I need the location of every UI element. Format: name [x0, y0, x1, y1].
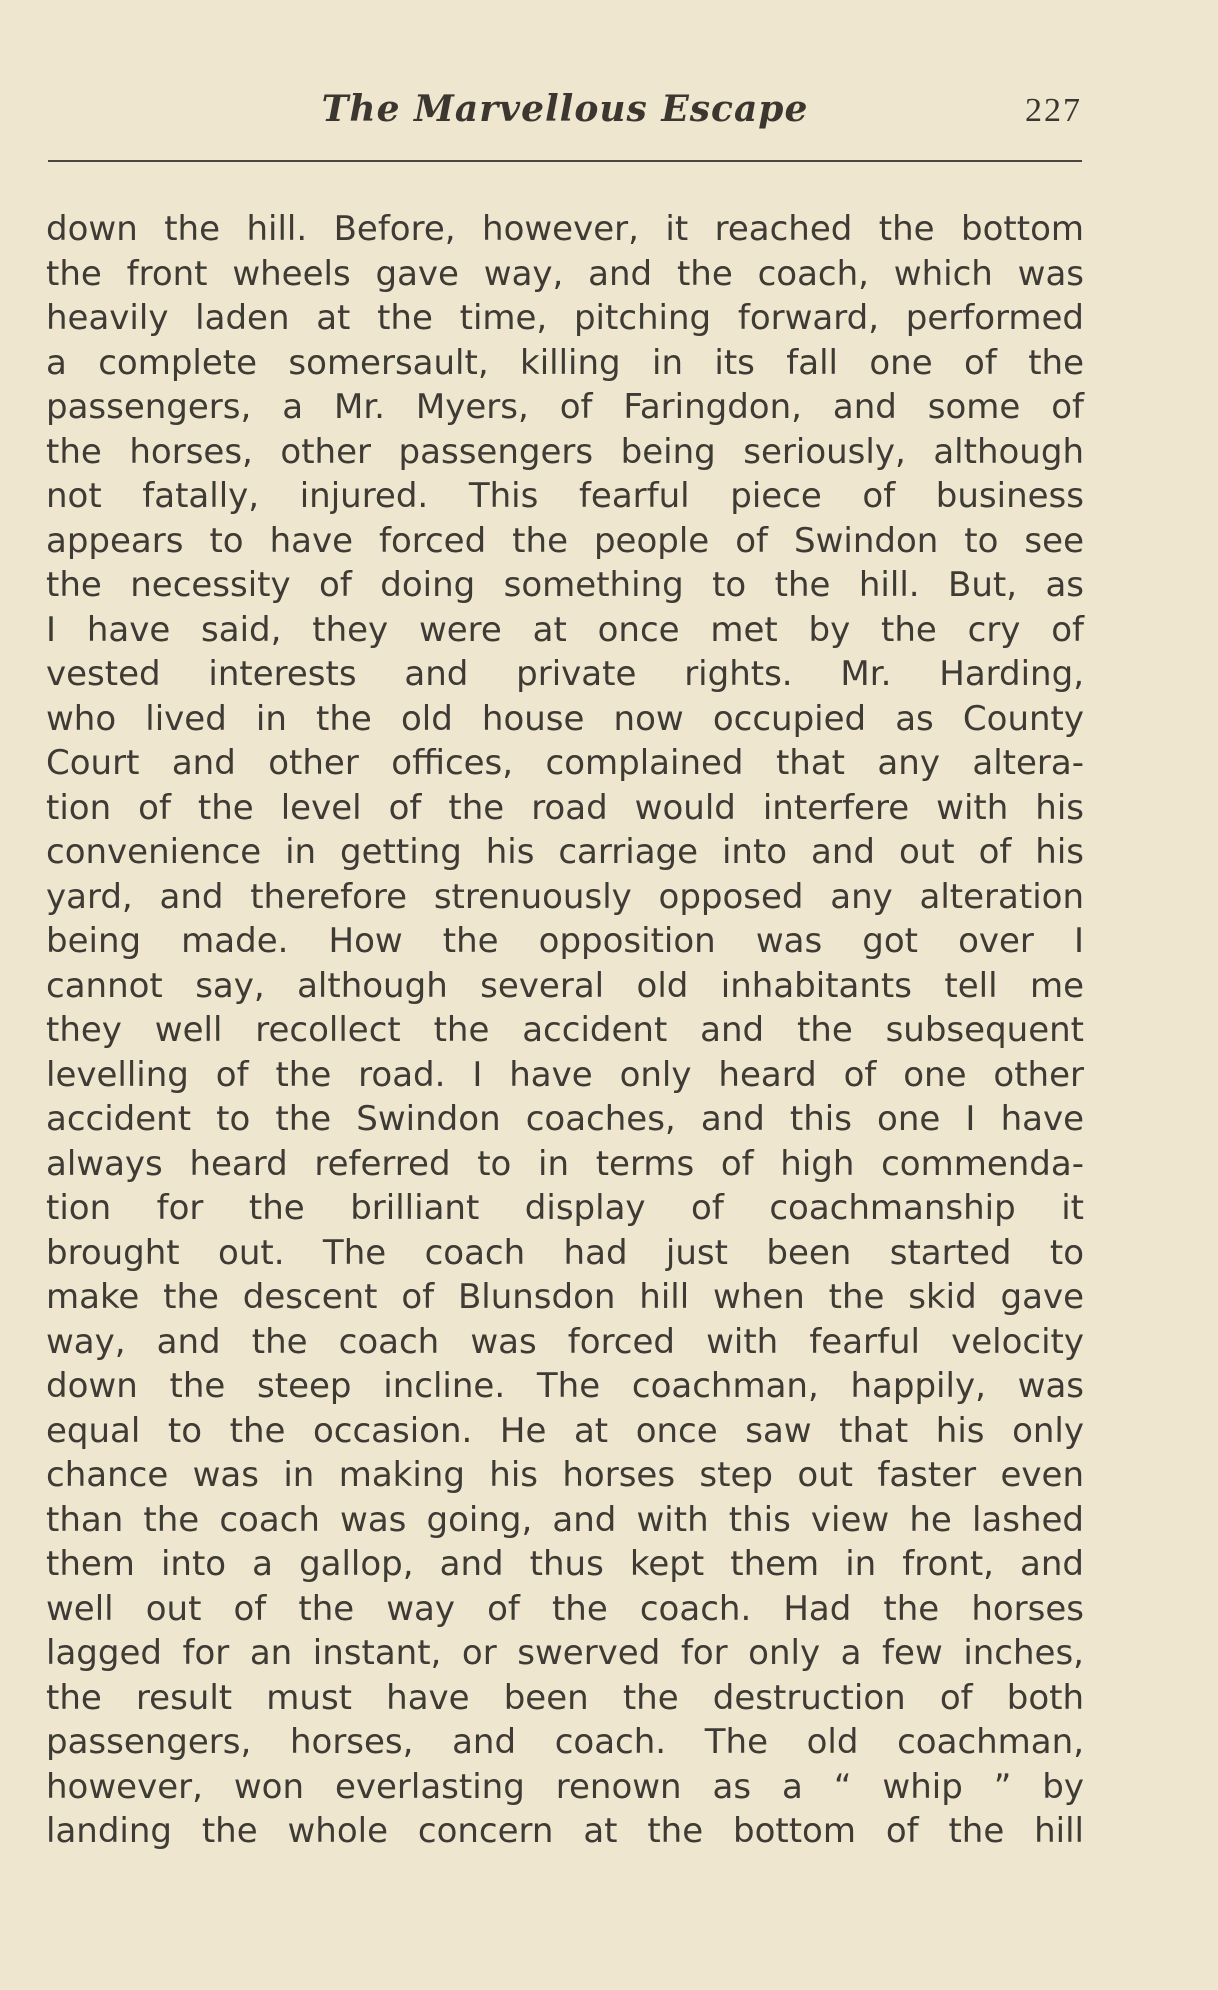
running-title: The Marvellous Escape: [321, 88, 809, 130]
text-line: well out of the way of the coach. Had the horses: [46, 1588, 1084, 1629]
text-line: they well recollect the accident and the subsequent: [46, 1010, 1084, 1050]
text-line: passengers, a Mr. Myers, of Faringdon, and some of: [46, 387, 1084, 427]
text-line: the result must have been the destruction of both: [46, 1677, 1084, 1718]
text-line: vested interests and private rights. Mr. Harding,: [46, 654, 1084, 694]
text-line: passengers, horses, and coach. The old coachman,: [46, 1722, 1084, 1762]
text-line: tion for the brilliant display of coachmanship it: [46, 1188, 1084, 1228]
text-line: make the descent of Blunsdon hill when the skid gave: [46, 1277, 1084, 1317]
text-line: brought out. The coach had just been started to: [46, 1232, 1084, 1273]
text-line: Court and other offices, complained that any altera-: [46, 743, 1084, 783]
text-line: the front wheels gave way, and the coach, which was: [46, 253, 1084, 294]
text-line: down the steep incline. The coachman, happily, was: [46, 1366, 1084, 1406]
text-line: however, won everlasting renown as a “ whip ” by: [46, 1766, 1084, 1807]
text-line: a complete somersault, killing in its fall one of the: [46, 342, 1084, 383]
body-text: [46, 207, 1084, 1854]
text-line: I have said, they were at once met by the cry of: [46, 609, 1084, 650]
text-line: always heard referred to in terms of high commenda-: [46, 1143, 1084, 1184]
running-header: [46, 88, 1084, 144]
text-line: equal to the occasion. He at once saw that his only: [46, 1410, 1084, 1451]
text-line: chance was in making his horses step out faster even: [46, 1455, 1084, 1495]
text-line: the necessity of doing something to the hill. But, as: [46, 565, 1084, 605]
header-rule: [48, 160, 1082, 162]
text-line: landing the whole concern at the bottom of the hill: [46, 1811, 1084, 1851]
text-line: tion of the level of the road would interfere with his: [46, 787, 1084, 828]
text-line: levelling of the road. I have only heard of one other: [46, 1054, 1084, 1095]
text-line: the horses, other passengers being seriously, although: [46, 431, 1084, 472]
text-line: who lived in the old house now occupied as County: [46, 698, 1084, 739]
text-line: being made. How the opposition was got over I: [46, 921, 1084, 961]
page-number: 227: [1025, 92, 1082, 129]
text-line: appears to have forced the people of Swindon to see: [46, 520, 1084, 561]
text-line: cannot say, although several old inhabitants tell me: [46, 965, 1084, 1006]
text-line: heavily laden at the time, pitching forward, performed: [46, 298, 1084, 338]
text-line: convenience in getting his carriage into and out of his: [46, 832, 1084, 872]
text-line: lagged for an instant, or swerved for only a few inches,: [46, 1633, 1084, 1673]
text-line: yard, and therefore strenuously opposed any alteration: [46, 876, 1084, 917]
text-line: than the coach was going, and with this view he lashed: [46, 1499, 1084, 1540]
text-line: way, and the coach was forced with fearful velocity: [46, 1321, 1084, 1362]
text-line: down the hill. Before, however, it reached the bottom: [46, 209, 1084, 249]
text-line: them into a gallop, and thus kept them in front, and: [46, 1544, 1084, 1584]
text-line: accident to the Swindon coaches, and this one I have: [46, 1099, 1084, 1139]
text-line: not fatally, injured. This fearful piece of business: [46, 476, 1084, 516]
